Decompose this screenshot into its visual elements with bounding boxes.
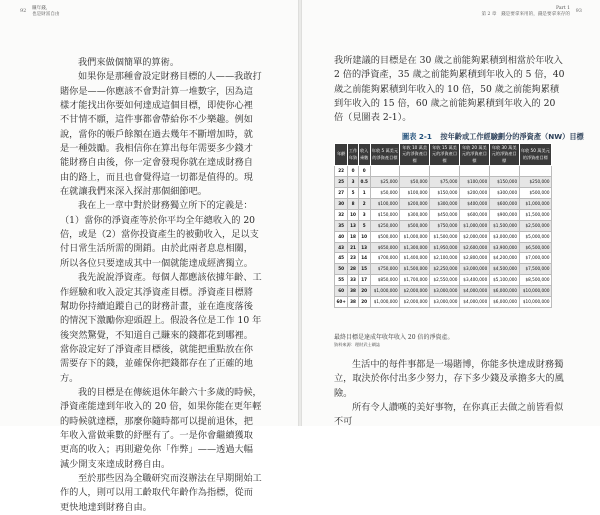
table-cell — [370, 166, 400, 177]
figure-caption — [402, 132, 584, 142]
table-cell: 60+ — [335, 297, 348, 308]
figure-title: 按年齡或工作經驗劃分的淨資產（NW）目標 — [440, 132, 584, 141]
right-running-head-line2: 第 2 章 錢是要拿來用的，錢是要拿來存的 — [481, 12, 570, 17]
table-cell: $75,000 — [430, 177, 460, 188]
paragraph-emphasized: 我先說說淨資產。每個人都應該依據年齡、工作經驗和收入設定其淨資產目標。淨資產目標將幫助你持續追蹤自己的財務計畫，並在進度落後的情況下激勵你迎頭趕上。假設各位是工作 10 年後突然驚覺，不知道自己賺來的錢都花到哪裡。當你設定好了淨資產目標後，就能把重點放在你需要存下的錢，並確保你把錢都存在了正確的地方。 — [60, 272, 262, 384]
table-cell: 38 — [348, 286, 358, 297]
table-cell: 13 — [348, 220, 358, 231]
table-body — [335, 166, 552, 308]
table-row — [335, 209, 552, 220]
column-header: 年齡 — [335, 144, 348, 166]
table-cell: $900,000 — [489, 209, 519, 220]
table-cell: 55 — [335, 275, 348, 286]
table-cell: $4,200,000 — [489, 253, 519, 264]
column-header: 年收 5 萬美元的淨資產目標 — [370, 144, 400, 166]
table-cell: 21 — [348, 242, 358, 253]
table-cell: $4,000,000 — [459, 286, 489, 297]
table-cell: $2,000,000 — [459, 231, 489, 242]
table-cell: $8,500,000 — [519, 275, 551, 286]
table-source: 資料來源：理財武士網誌 — [334, 342, 381, 347]
table-cell — [430, 166, 460, 177]
column-header: 年收 50 萬美元的淨資產目標 — [519, 144, 551, 166]
paragraph: 如果你是那種會設定財務目標的人——我敢打賭你是——你應該不會對計算一堆數字，因為這樣才能找出你要如何達成這個目標，即使你心裡不甘情不願，這件事都會帶給你不少樂趣。例如說，當你的帳戶餘額在過去幾年不斷增加時，就是一種鼓勵。我相信你在算出每年需要多少錢才能財務自由後，你一定會發現你就在達成財務自由的路上，而且也會覺得這一切都是值得的。現在就讓我們來深入探討那個細節吧。 — [60, 71, 262, 198]
table-cell: 0 — [358, 166, 370, 177]
table-cell: $50,000 — [400, 177, 430, 188]
table-cell: 3 — [358, 209, 370, 220]
table-cell: $25,000 — [370, 177, 400, 188]
table-cell: 25 — [335, 177, 348, 188]
table-cell: $6,500,000 — [519, 242, 551, 253]
table-note: 最終目標是達成年收年收入 20 倍的淨資產。 — [334, 334, 454, 341]
table-cell: $100,000 — [400, 188, 430, 199]
table-row — [335, 231, 552, 242]
table-cell — [489, 166, 519, 177]
table-cell: 15 — [358, 264, 370, 275]
table-cell: 45 — [335, 253, 348, 264]
table-cell: 10 — [348, 209, 358, 220]
paragraph: 我們來做個簡單的算術。 — [78, 57, 180, 68]
table-cell: $5,000,000 — [519, 231, 551, 242]
table-cell: $600,000 — [489, 198, 519, 209]
table-cell: $400,000 — [459, 198, 489, 209]
table-cell: $1,000,000 — [370, 297, 400, 308]
table-cell: $6,000,000 — [489, 286, 519, 297]
table-cell: $1,500,000 — [489, 220, 519, 231]
table-cell: $500,000 — [370, 231, 400, 242]
table-cell: 2 — [358, 198, 370, 209]
table-cell: 23 — [348, 253, 358, 264]
left-running-head — [32, 6, 60, 18]
left-running-head-line1: 賺年錢， — [32, 6, 51, 11]
table-cell: $2,550,000 — [430, 275, 460, 286]
table-cell: $2,000,000 — [400, 297, 430, 308]
table-cell: $100,000 — [370, 198, 400, 209]
table-cell: $10,000,000 — [519, 297, 551, 308]
right-intro-text — [334, 54, 566, 126]
table-cell: $4,500,000 — [489, 264, 519, 275]
table-cell: $5,100,000 — [489, 275, 519, 286]
table-cell: $650,000 — [370, 242, 400, 253]
table-row — [335, 286, 552, 297]
table-cell: 18 — [348, 231, 358, 242]
table-cell: 35 — [335, 220, 348, 231]
left-running-head-line2: 也是財富自由 — [32, 12, 60, 17]
table-cell — [519, 166, 551, 177]
table-cell: $200,000 — [400, 198, 430, 209]
table-cell: $1,400,000 — [400, 253, 430, 264]
table-row — [335, 220, 552, 231]
table-cell: $3,000,000 — [489, 231, 519, 242]
table-cell: 8 — [348, 198, 358, 209]
table-cell: 38 — [348, 297, 358, 308]
table-cell: $450,000 — [430, 209, 460, 220]
right-running-head-line1: Part 1 — [555, 6, 570, 11]
table-cell: $50,000 — [370, 188, 400, 199]
table-cell: $2,100,000 — [430, 253, 460, 264]
table-cell: $2,250,000 — [430, 264, 460, 275]
column-header: 工作年資 — [348, 144, 358, 166]
table-cell: $750,000 — [430, 220, 460, 231]
table-cell: $300,000 — [489, 188, 519, 199]
table-cell: $7,500,000 — [519, 264, 551, 275]
table-cell: 20 — [358, 297, 370, 308]
table-cell: 27 — [335, 188, 348, 199]
table-cell: 50 — [335, 264, 348, 275]
table-cell: $750,000 — [370, 264, 400, 275]
table-cell: $2,600,000 — [459, 242, 489, 253]
table-cell: $300,000 — [400, 209, 430, 220]
table-cell: $6,000,000 — [489, 297, 519, 308]
table-row — [335, 166, 552, 177]
table-cell: $850,000 — [370, 275, 400, 286]
table-cell — [459, 166, 489, 177]
right-page — [302, 0, 600, 426]
table-cell: 5 — [348, 188, 358, 199]
table-cell: $1,000,000 — [400, 231, 430, 242]
table-cell: $4,000,000 — [459, 297, 489, 308]
column-header: 年收 30 萬美元的淨資產目標 — [489, 144, 519, 166]
table-row — [335, 198, 552, 209]
table-cell: 3 — [348, 177, 358, 188]
table-cell: $1,500,000 — [430, 231, 460, 242]
table-cell: $250,000 — [370, 220, 400, 231]
table-cell: 0.5 — [358, 177, 370, 188]
table-row — [335, 188, 552, 199]
table-cell: 28 — [348, 264, 358, 275]
paragraph: 至於那些因為全職研究而沒辦法在早期開始工作的人，則可以用工齡取代年齡作為指標，從而更快地達到財務自由。 — [60, 472, 262, 513]
column-header: 年收 20 萬美元的淨資產目標 — [459, 144, 489, 166]
table-cell: $500,000 — [519, 188, 551, 199]
table-cell: $1,000,000 — [370, 286, 400, 297]
table-cell: $500,000 — [400, 220, 430, 231]
paragraph: 我的目標是在傳統退休年齡六十多歲的時候，淨資產能達到年收入的 20 倍，如果你能在更年輕的時候就達標，那麼你隨時都可以提前退休，把年收入當做乘數的紓壓有了。一是你會繼續獲取更高的收入；再則避免你「作弊」——透過大幅減少開支來達成財務自由。 — [60, 386, 262, 470]
table-cell — [400, 166, 430, 177]
table-cell: $7,000,000 — [519, 253, 551, 264]
table-cell: 43 — [335, 242, 348, 253]
table-cell: $150,000 — [370, 209, 400, 220]
table-cell: $1,500,000 — [519, 209, 551, 220]
paragraph: 我在上一章中對於財務獨立所下的定義是：（1）當你的淨資產等於你平均全年總收入的 20 倍，或是（2）當你投資產生的被動收入，足以支付日常生活所需的開銷。由於此兩者息息相關，所以各位只要達成其中一個就能達成經濟獨立。 — [60, 200, 259, 269]
table-cell: $1,950,000 — [430, 242, 460, 253]
figure-label: 圖表 2-1 — [402, 132, 432, 141]
table-cell: 13 — [358, 242, 370, 253]
paragraph: 生活中的每件事都是一場賭博，你能多快達成財務獨立，取決於你付出多少努力，存下多少錢及承擔多大的風險。 — [334, 359, 564, 399]
net-worth-table — [334, 143, 552, 308]
table-cell: 33 — [348, 275, 358, 286]
table-cell: 1 — [358, 188, 370, 199]
table-row — [335, 177, 552, 188]
table-header-row — [335, 144, 552, 166]
table-cell: $3,000,000 — [430, 297, 460, 308]
table-cell: 60 — [335, 286, 348, 297]
table-cell: $300,000 — [430, 198, 460, 209]
table-cell: $3,000,000 — [459, 264, 489, 275]
table-cell: $1,000,000 — [459, 220, 489, 231]
right-page-number: 93 — [575, 8, 582, 14]
table-cell: $1,700,000 — [400, 275, 430, 286]
table-row — [335, 275, 552, 286]
table-cell: $150,000 — [489, 177, 519, 188]
table-cell: 0 — [348, 166, 358, 177]
table-cell: $600,000 — [459, 209, 489, 220]
right-body-text — [334, 358, 566, 430]
table-cell: $3,000,000 — [430, 286, 460, 297]
table-cell: $1,000,000 — [519, 198, 551, 209]
column-header: 收入乘數 — [358, 144, 370, 166]
table-cell: $2,000,000 — [400, 286, 430, 297]
table-cell: $100,000 — [459, 177, 489, 188]
table-cell: $2,500,000 — [519, 220, 551, 231]
table-cell: 14 — [358, 253, 370, 264]
table-cell: 5 — [358, 220, 370, 231]
table-cell: $10,000,000 — [519, 286, 551, 297]
table-cell: $1,300,000 — [400, 242, 430, 253]
left-body-text — [60, 56, 262, 515]
table-row — [335, 264, 552, 275]
left-page-number: 92 — [20, 8, 27, 14]
table-cell: 32 — [335, 209, 348, 220]
column-header: 年收 15 萬美元的淨資產目標 — [430, 144, 460, 166]
table-row — [335, 297, 552, 308]
paragraph: 所有令人讚嘆的美好事物，在你真正去做之前皆看似不可 — [334, 402, 564, 428]
column-header: 年收 10 萬美元的淨資產目標 — [400, 144, 430, 166]
table-cell: 20 — [358, 286, 370, 297]
table-row — [335, 242, 552, 253]
table-cell: $1,500,000 — [400, 264, 430, 275]
table-cell: 10 — [358, 231, 370, 242]
table-cell: 17 — [358, 275, 370, 286]
left-page — [0, 0, 298, 513]
table-cell: $250,000 — [519, 177, 551, 188]
table-row — [335, 253, 552, 264]
right-running-head — [481, 6, 570, 18]
table-cell: $3,900,000 — [489, 242, 519, 253]
table-cell: $3,400,000 — [459, 275, 489, 286]
table-cell: $150,000 — [430, 188, 460, 199]
table-cell: $200,000 — [459, 188, 489, 199]
table-cell: 22 — [335, 166, 348, 177]
paragraph: 我所建議的目標是在 30 歲之前能夠累積到相當於年收入 2 倍的淨資產，35 歲之前能夠累積到年收入的 5 倍，40 歲之前能夠累積到年收入的 10 倍，50 歲之前能夠累積到年收入的 15 倍，60 歲之前能夠累積到年收入的 20 倍（見圖表 2-1）。 — [334, 55, 565, 124]
table-cell: $700,000 — [370, 253, 400, 264]
table-cell: 40 — [335, 231, 348, 242]
table-cell: 30 — [335, 198, 348, 209]
table-cell: $2,800,000 — [459, 253, 489, 264]
